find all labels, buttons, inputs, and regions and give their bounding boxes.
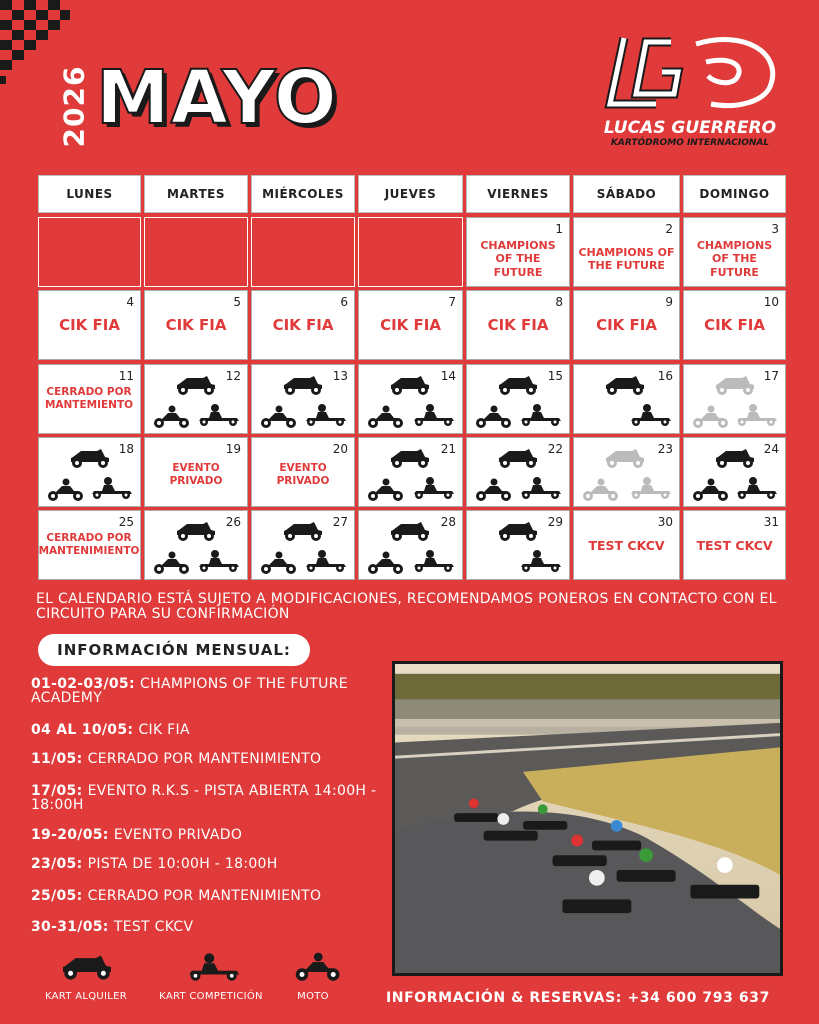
day-number: 26 — [225, 515, 241, 529]
kart-rental-icon — [173, 520, 219, 546]
karting-race-photo — [392, 661, 783, 976]
calendar-day-cell — [573, 364, 680, 434]
day-number: 2 — [665, 222, 673, 236]
day-event-label: CIK FIA — [165, 316, 227, 334]
kart-competition-icon — [517, 476, 563, 504]
motorbike-icon — [364, 405, 406, 433]
day-number: 14 — [440, 369, 456, 383]
day-event-label: EVENTO PRIVADO — [169, 462, 223, 487]
kart-rental-icon — [495, 374, 541, 400]
motorbike-icon — [150, 551, 192, 579]
calendar-day-cell — [251, 290, 355, 360]
info-text: EVENTO PRIVADO — [113, 827, 243, 843]
kart-rental-icon — [602, 447, 648, 473]
info-text: CHAMPIONS OF THE FUTURE ACADEMY — [31, 676, 348, 706]
calendar-day-cell — [683, 217, 786, 287]
info-text: CERRADO POR MANTENIMIENTO — [87, 888, 322, 904]
kart-competition-icon — [184, 952, 242, 986]
info-text: EVENTO R.K.S - PISTA ABIERTA 14:00H - 18:00H — [31, 783, 377, 813]
kart-rental-icon — [495, 520, 541, 546]
day-number: 27 — [332, 515, 348, 529]
calendar-empty-cell — [358, 217, 463, 287]
day-activity-icons — [145, 365, 247, 433]
day-number: 19 — [225, 442, 241, 456]
day-activity-icons — [359, 511, 462, 579]
month-title: MAYO — [96, 55, 338, 141]
monthly-info-item — [31, 752, 391, 766]
day-number: 16 — [657, 369, 673, 383]
day-event-label: EVENTO PRIVADO — [276, 462, 330, 487]
calendar-day-cell — [573, 437, 680, 507]
motorbike-icon — [288, 952, 346, 986]
motorbike-icon — [364, 478, 406, 506]
day-number: 6 — [340, 295, 348, 309]
monthly-info-heading: INFORMACIÓN MENSUAL: — [38, 634, 310, 666]
kart-rental-icon — [58, 952, 116, 986]
day-event-label: CIK FIA — [59, 316, 120, 334]
calendar-day-cell — [358, 290, 463, 360]
day-activity-icons — [684, 438, 785, 506]
day-number: 21 — [440, 442, 456, 456]
day-number: 18 — [118, 442, 134, 456]
day-number: 4 — [126, 295, 134, 309]
weekday-header: SÁBADO — [573, 175, 680, 213]
kart-rental-icon — [602, 374, 648, 400]
day-number: 30 — [657, 515, 673, 529]
calendar-day-cell — [38, 510, 141, 580]
calendar-day-cell — [466, 290, 570, 360]
brand-subtitle: KARTÓDROMO INTERNACIONAL — [610, 138, 770, 148]
day-number: 28 — [440, 515, 456, 529]
day-number: 20 — [332, 442, 348, 456]
weekday-header: MARTES — [144, 175, 248, 213]
info-date: 01-02-03/05: — [31, 676, 141, 692]
motorbike-icon — [472, 478, 514, 506]
info-date: 25/05: — [31, 888, 88, 904]
day-activity-icons — [684, 365, 785, 433]
weekday-header: VIERNES — [466, 175, 570, 213]
day-event-label: TEST CKCV — [696, 537, 773, 553]
legend-label: KART COMPETICIÓN — [159, 991, 263, 1002]
day-number: 7 — [448, 295, 456, 309]
weekday-header: DOMINGO — [683, 175, 786, 213]
weekday-header: MIÉRCOLES — [251, 175, 355, 213]
calendar-day-cell — [251, 510, 355, 580]
day-activity-icons — [252, 365, 354, 433]
day-number: 10 — [763, 295, 779, 309]
monthly-info-item — [31, 920, 391, 934]
calendar-day-cell — [251, 364, 355, 434]
calendar-day-cell — [573, 217, 680, 287]
calendar-day-cell — [466, 217, 570, 287]
calendar-notice: EL CALENDARIO ESTÁ SUJETO A MODIFICACIONES, RECOMENDAMOS PONEROS EN CONTACTO CON EL CIRCUITO PARA SU CONFIRMACIÓN — [36, 591, 777, 622]
day-activity-icons — [467, 511, 569, 579]
day-event-label: CIK FIA — [380, 316, 441, 334]
day-activity-icons — [252, 511, 354, 579]
day-event-label: TEST CKCV — [588, 537, 665, 553]
calendar-day-cell — [683, 510, 786, 580]
day-event-label: CERRADO POR MANTEMIENTO — [44, 386, 134, 411]
calendar-day-cell — [466, 437, 570, 507]
calendar-day-cell — [683, 364, 786, 434]
calendar-day-cell — [683, 437, 786, 507]
kart-competition-icon — [410, 476, 456, 504]
kart-rental-icon — [712, 374, 758, 400]
calendar-empty-cell — [251, 217, 355, 287]
day-event-label: CHAMPIONS OF THE FUTURE — [578, 245, 675, 272]
kart-rental-icon — [67, 447, 113, 473]
day-event-label: CIK FIA — [704, 316, 765, 334]
day-number: 22 — [547, 442, 563, 456]
day-event-label: CIK FIA — [487, 316, 549, 334]
day-number: 5 — [233, 295, 241, 309]
day-number: 9 — [665, 295, 673, 309]
calendar-day-cell — [466, 364, 570, 434]
calendar-day-cell — [573, 510, 680, 580]
kart-competition-icon — [627, 403, 673, 431]
motorbike-icon — [579, 478, 621, 506]
calendar-day-cell — [144, 437, 248, 507]
day-number: 12 — [225, 369, 241, 383]
motorbike-icon — [689, 478, 731, 506]
calendar-day-cell — [144, 290, 248, 360]
calendar-day-cell — [358, 364, 463, 434]
kart-rental-icon — [387, 374, 433, 400]
day-event-label: CHAMPIONS OF THE FUTURE — [696, 239, 773, 279]
day-activity-icons — [39, 438, 140, 506]
kart-competition-icon — [627, 476, 673, 504]
info-date: 23/05: — [31, 856, 88, 872]
info-text: PISTA DE 10:00H - 18:00H — [87, 856, 278, 872]
kart-rental-icon — [173, 374, 219, 400]
motorbike-icon — [150, 405, 192, 433]
monthly-info-item — [31, 677, 391, 705]
kart-rental-icon — [495, 447, 541, 473]
day-number: 13 — [332, 369, 348, 383]
contact-info: INFORMACIÓN & RESERVAS: +34 600 793 637 — [386, 990, 770, 1006]
kart-competition-icon — [302, 403, 348, 431]
info-date: 30-31/05: — [31, 919, 114, 935]
calendar-day-cell — [358, 510, 463, 580]
kart-competition-icon — [195, 403, 241, 431]
info-text: CERRADO POR MANTENIMIENTO — [87, 751, 322, 767]
motorbike-icon — [257, 405, 299, 433]
motorbike-icon — [44, 478, 86, 506]
kart-competition-icon — [517, 549, 563, 577]
kart-competition-icon — [195, 549, 241, 577]
calendar-day-cell — [358, 437, 463, 507]
kart-rental-icon — [387, 520, 433, 546]
motorbike-icon — [472, 405, 514, 433]
calendar-day-cell — [38, 437, 141, 507]
calendar-day-cell — [251, 437, 355, 507]
monthly-info-item — [31, 857, 391, 871]
day-activity-icons — [359, 438, 462, 506]
calendar-day-cell — [38, 364, 141, 434]
weekday-header: LUNES — [38, 175, 141, 213]
day-number: 17 — [763, 369, 779, 383]
motorbike-icon — [689, 405, 731, 433]
day-activity-icons — [467, 438, 569, 506]
monthly-info-item — [31, 784, 391, 812]
kart-rental-icon — [712, 447, 758, 473]
legend-label: KART ALQUILER — [44, 991, 128, 1002]
day-number: 25 — [118, 515, 134, 529]
day-number: 8 — [555, 295, 563, 309]
kart-competition-icon — [733, 476, 779, 504]
info-date: 17/05: — [31, 783, 88, 799]
calendar-day-cell — [38, 290, 141, 360]
motorbike-icon — [364, 551, 406, 579]
day-number: 29 — [547, 515, 563, 529]
day-activity-icons — [574, 365, 679, 433]
monthly-info-item — [31, 723, 391, 737]
day-number: 31 — [763, 515, 779, 529]
calendar-day-cell — [573, 290, 680, 360]
info-date: 11/05: — [31, 751, 88, 767]
day-event-label: CHAMPIONS OF THE FUTURE — [480, 239, 556, 279]
calendar-empty-cell — [38, 217, 141, 287]
day-number: 1 — [555, 222, 563, 236]
monthly-info-item — [31, 889, 391, 903]
calendar-empty-cell — [144, 217, 248, 287]
day-activity-icons — [574, 438, 679, 506]
year-label: 2026 — [57, 65, 91, 147]
day-activity-icons — [467, 365, 569, 433]
brand-name: LUCAS GUERRERO — [603, 118, 777, 138]
info-date: 04 AL 10/05: — [31, 722, 139, 738]
day-number: 15 — [547, 369, 563, 383]
weekday-header: JUEVES — [358, 175, 463, 213]
calendar-day-cell — [144, 510, 248, 580]
kart-competition-icon — [410, 403, 456, 431]
kart-competition-icon — [733, 403, 779, 431]
legend-label: MOTO — [297, 991, 329, 1002]
kart-competition-icon — [302, 549, 348, 577]
kart-competition-icon — [410, 549, 456, 577]
calendar-day-cell — [683, 290, 786, 360]
day-number: 11 — [118, 369, 134, 383]
info-text: CIK FIA — [138, 722, 190, 738]
kart-rental-icon — [280, 374, 326, 400]
monthly-info-item — [31, 828, 391, 842]
motorbike-icon — [257, 551, 299, 579]
day-activity-icons — [145, 511, 247, 579]
info-date: 19-20/05: — [31, 827, 114, 843]
day-activity-icons — [359, 365, 462, 433]
info-text: TEST CKCV — [113, 919, 194, 935]
kart-rental-icon — [280, 520, 326, 546]
kart-competition-icon — [517, 403, 563, 431]
day-number: 23 — [657, 442, 673, 456]
day-event-label: CERRADO POR MANTENIMIENTO — [38, 532, 140, 557]
day-number: 24 — [763, 442, 779, 456]
day-event-label: CIK FIA — [596, 316, 657, 334]
kart-rental-icon — [387, 447, 433, 473]
kart-competition-icon — [88, 476, 134, 504]
day-event-label: CIK FIA — [272, 316, 334, 334]
calendar-day-cell — [144, 364, 248, 434]
calendar-day-cell — [466, 510, 570, 580]
day-number: 3 — [771, 222, 779, 236]
